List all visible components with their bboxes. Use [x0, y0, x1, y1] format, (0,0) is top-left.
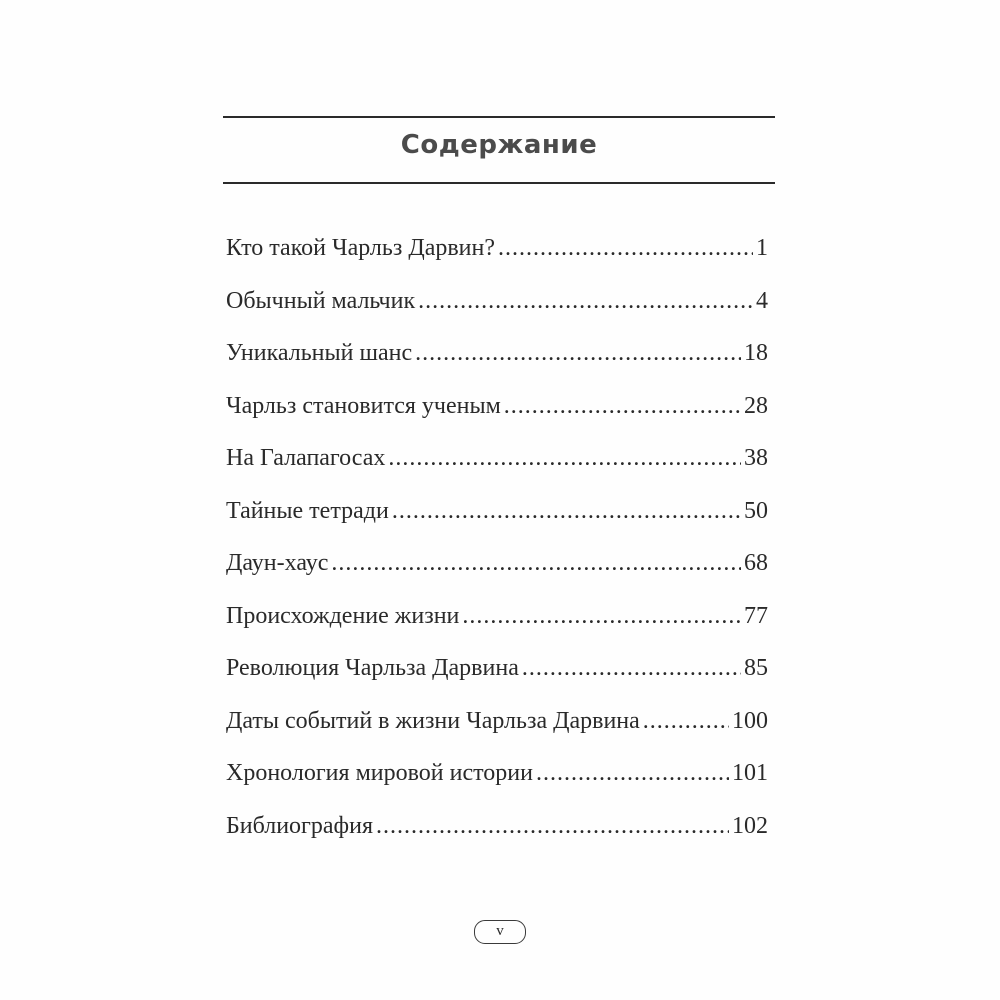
toc-entry[interactable]: [226, 436, 768, 489]
toc-entry-label: Происхождение жизни: [226, 602, 460, 629]
toc-entry-label: Кто такой Чарльз Дарвин?: [226, 235, 496, 261]
toc-entry[interactable]: [226, 331, 768, 384]
toc-entry[interactable]: [226, 646, 768, 699]
toc-entry[interactable]: [226, 751, 768, 804]
toc-entry-label: Чарльз становится ученым: [226, 392, 501, 419]
toc-entry-page: 18: [744, 340, 768, 366]
toc-leader-dots: [462, 594, 741, 638]
toc-entry-label: Даун-хаус: [226, 550, 329, 576]
toc-entry-label: На Галапагосах: [226, 445, 386, 471]
toc-entry-page: 77: [744, 602, 768, 629]
toc-entry-page: 100: [732, 707, 768, 734]
toc-entry[interactable]: [226, 279, 768, 332]
toc-entry-page: 101: [732, 760, 768, 786]
title-top-rule: [223, 116, 775, 118]
toc-leader-dots: [536, 751, 729, 795]
toc-entry[interactable]: [226, 489, 768, 542]
toc-entry-label: Библиография: [226, 812, 373, 839]
page-number-badge: v: [474, 920, 526, 944]
toc-entry-page: 50: [744, 497, 768, 524]
toc-entry[interactable]: [226, 699, 768, 752]
toc-entry[interactable]: [226, 541, 768, 594]
toc-entry-page: 4: [756, 287, 768, 314]
toc-leader-dots: [643, 699, 729, 743]
toc-leader-dots: [376, 804, 729, 848]
toc-entry[interactable]: [226, 226, 768, 279]
title-bottom-rule: [223, 182, 775, 184]
toc-entry[interactable]: [226, 804, 768, 857]
toc-entry-label: Уникальный шанс: [226, 340, 413, 366]
table-of-contents: [226, 226, 768, 856]
toc-leader-dots: [504, 384, 741, 428]
toc-entry[interactable]: [226, 384, 768, 437]
toc-leader-dots: [415, 331, 741, 375]
toc-entry-page: 85: [744, 655, 768, 681]
toc-leader-dots: [392, 489, 741, 533]
toc-leader-dots: [522, 646, 741, 690]
toc-entry-label: Хронология мировой истории: [226, 760, 533, 786]
toc-leader-dots: [388, 436, 741, 480]
toc-entry-page: 1: [756, 235, 768, 261]
toc-entry-page: 102: [732, 812, 768, 839]
toc-entry-page: 28: [744, 392, 768, 419]
page-title: Содержание: [400, 130, 598, 160]
toc-leader-dots: [498, 226, 753, 270]
toc-entry-page: 38: [744, 445, 768, 471]
toc-entry-label: Обычный мальчик: [226, 287, 416, 314]
toc-entry[interactable]: [226, 594, 768, 647]
toc-leader-dots: [418, 279, 753, 323]
toc-entry-page: 68: [744, 550, 768, 576]
toc-entry-label: Даты событий в жизни Чарльза Дарвина: [226, 707, 640, 734]
toc-entry-label: Революция Чарльза Дарвина: [226, 655, 519, 681]
toc-leader-dots: [331, 541, 741, 585]
toc-entry-label: Тайные тетради: [226, 497, 389, 524]
